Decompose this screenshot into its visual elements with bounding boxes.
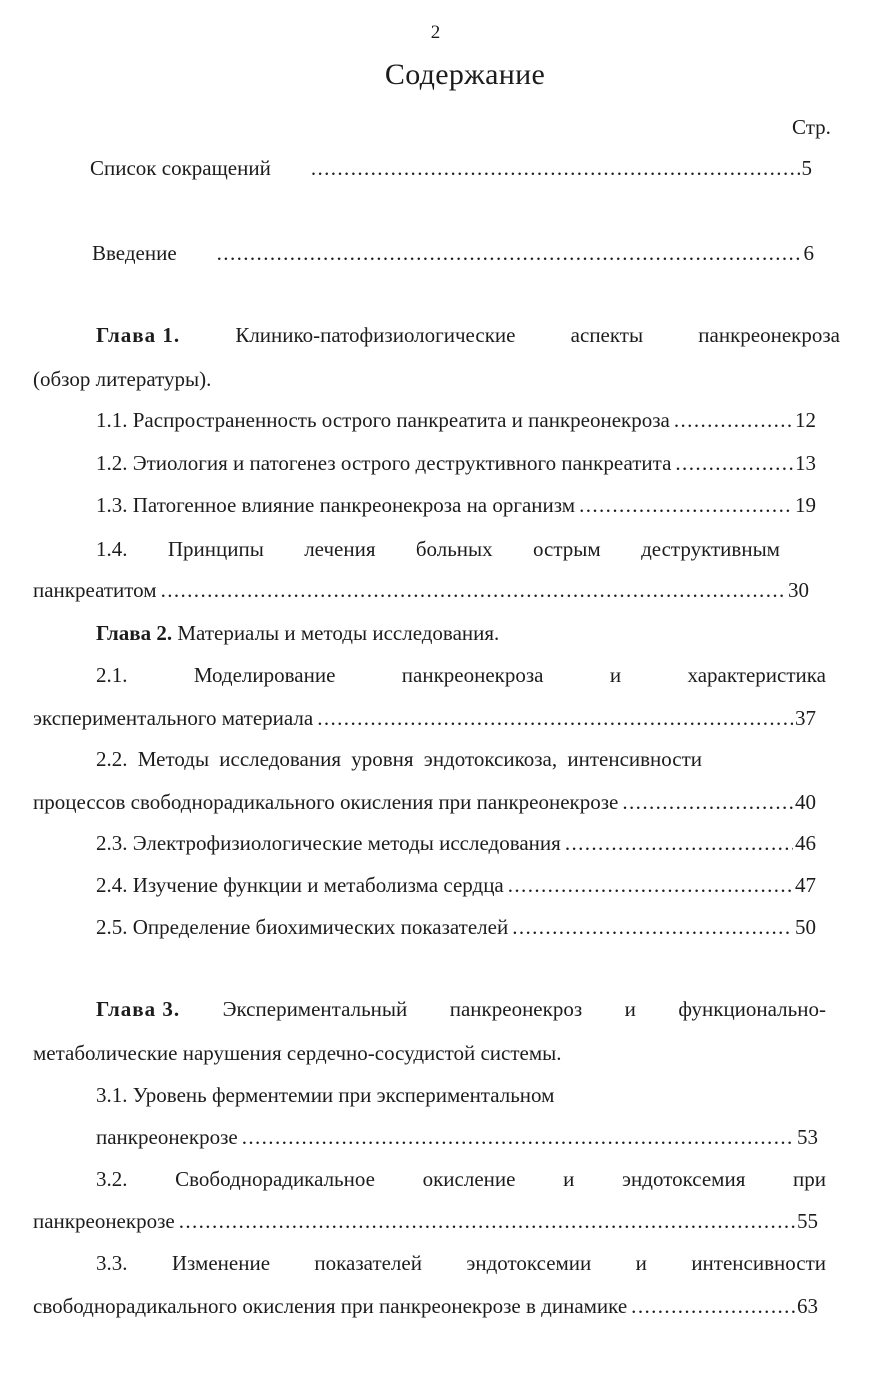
toc-entry-label: панкреонекрозе: [33, 1209, 175, 1233]
entry-word: больных: [415, 537, 493, 561]
chapter-1-heading[interactable]: [96, 322, 840, 348]
heading-word: Экспериментальный: [222, 997, 408, 1021]
toc-entry-label: экспериментального материала: [33, 706, 314, 730]
dot-leader: [565, 830, 793, 856]
toc-entry-label: панкреонекрозе: [96, 1125, 238, 1149]
toc-entry-2-4[interactable]: [96, 872, 816, 898]
entry-word: интенсивности: [691, 1251, 826, 1275]
toc-entry-label: свободнорадикального окисления при панкреонекрозе в динамике: [33, 1294, 628, 1318]
dot-leader: [161, 577, 786, 603]
entry-word: Свободнорадикальное: [175, 1167, 375, 1191]
toc-entry-page: 37: [795, 706, 816, 730]
dot-leader: [311, 155, 800, 181]
toc-entry-label: 2.3. Электрофизиологические методы исследования: [96, 831, 561, 855]
toc-entry-1-1[interactable]: [96, 407, 816, 433]
toc-entry-label: панкреатитом: [33, 578, 157, 602]
toc-entry-1-2[interactable]: [96, 450, 816, 476]
toc-entry-page: 5: [801, 156, 812, 180]
chapter-3-label: Глава 3.: [96, 997, 181, 1021]
toc-entry-3-2-continued[interactable]: [33, 1208, 818, 1234]
entry-word: острым: [533, 537, 601, 561]
entry-word: Моделирование: [193, 663, 336, 687]
toc-entry-page: 55: [797, 1209, 818, 1233]
chapter-3-heading[interactable]: [96, 996, 826, 1022]
toc-entry-label: 1.1. Распространенность острого панкреатита и панкреонекроза: [96, 408, 670, 432]
chapter-2-title: Материалы и методы исследования.: [172, 621, 500, 645]
entry-word: и: [609, 663, 622, 687]
entry-word: характеристика: [687, 663, 826, 687]
heading-word: функционально-: [678, 997, 826, 1021]
entry-word: Принципы: [167, 537, 264, 561]
toc-entry-2-1-continued[interactable]: [33, 705, 816, 731]
toc-entry-label: процессов свободнорадикального окисления при панкреонекрозе: [33, 790, 619, 814]
entry-word: показателей: [314, 1251, 422, 1275]
chapter-3-heading-lead: [96, 996, 180, 1022]
toc-entry-label: 2.4. Изучение функции и метаболизма сердца: [96, 873, 504, 897]
toc-entry-2-2-continued[interactable]: [33, 789, 816, 815]
entry-word: эндотоксемия: [622, 1167, 746, 1191]
heading-word: панкреонекроза: [698, 323, 840, 347]
page-number: 2: [430, 22, 441, 43]
entry-word: и: [635, 1251, 647, 1275]
toc-entry-page: 19: [795, 493, 816, 517]
entry-word: и: [563, 1167, 575, 1191]
toc-entry-page: 6: [803, 241, 814, 265]
page-column-label: Стр.: [792, 115, 831, 139]
dot-leader: [512, 914, 793, 940]
chapter-2-label: Глава 2.: [96, 621, 173, 645]
dot-leader: [242, 1124, 795, 1150]
entry-word: 3.2.: [96, 1167, 128, 1191]
toc-entry-1-3[interactable]: [96, 492, 816, 518]
page-title: Содержание: [384, 58, 546, 91]
toc-entry-page: 63: [797, 1294, 818, 1318]
heading-word: аспекты: [570, 323, 644, 347]
entry-word: лечения: [304, 537, 376, 561]
toc-entry-label: 1.2. Этиология и патогенез острого деструктивного панкреатита: [96, 451, 672, 475]
toc-entry-page: 40: [795, 790, 816, 814]
toc-entry-label: 1.3. Патогенное влияние панкреонекроза на организм: [96, 493, 576, 517]
entry-word: деструктивным: [641, 537, 780, 561]
toc-entry-page: 50: [795, 915, 816, 939]
heading-word: Клинико-патофизиологические: [235, 323, 516, 347]
toc-entry-2-2[interactable]: 2.2. Методы исследования уровня эндотоксикоза, интенсивности: [96, 747, 703, 771]
toc-entry-label: Список сокращений: [90, 156, 271, 180]
dot-leader: [508, 872, 793, 898]
toc-entry-2-1[interactable]: [96, 662, 826, 688]
dot-leader: [631, 1293, 795, 1319]
toc-entry-label: 2.5. Определение биохимических показателей: [96, 915, 509, 939]
toc-entry-3-3[interactable]: [96, 1250, 826, 1276]
dot-leader: [217, 240, 802, 266]
chapter-1-heading-continued: (обзор литературы).: [33, 367, 212, 391]
toc-entry-2-3[interactable]: [96, 830, 816, 856]
heading-word: панкреонекроз: [449, 997, 583, 1021]
chapter-1-label: Глава 1.: [96, 323, 181, 347]
chapter-1-heading-lead: [96, 322, 180, 348]
toc-entry-page: 53: [797, 1125, 818, 1149]
dot-leader: [675, 450, 793, 476]
entry-word: эндотоксемии: [466, 1251, 592, 1275]
toc-entry-1-4-continued[interactable]: [33, 577, 809, 603]
entry-word: 3.3.: [96, 1251, 128, 1275]
toc-entry-page: 13: [795, 451, 816, 475]
entry-word: 2.1.: [96, 663, 128, 687]
toc-entry-page: 12: [795, 408, 816, 432]
toc-entry-page: 47: [795, 873, 816, 897]
toc-entry-3-1[interactable]: 3.1. Уровень ферментемии при экспериментальном: [96, 1083, 555, 1107]
heading-word: и: [624, 997, 636, 1021]
dot-leader: [622, 789, 793, 815]
dot-leader: [179, 1208, 795, 1234]
chapter-2-heading[interactable]: [96, 620, 499, 646]
toc-entry-3-3-continued[interactable]: [33, 1293, 818, 1319]
toc-entry-abbreviations[interactable]: [90, 155, 812, 181]
toc-entry-1-4[interactable]: [96, 536, 780, 562]
entry-word: окисление: [422, 1167, 516, 1191]
toc-entry-3-2[interactable]: [96, 1166, 826, 1192]
toc-entry-3-1-continued[interactable]: [96, 1124, 818, 1150]
entry-word: 1.4.: [96, 537, 128, 561]
toc-entry-page: 46: [795, 831, 816, 855]
entry-word: панкреонекроза: [401, 663, 544, 687]
toc-entry-introduction[interactable]: [92, 240, 814, 266]
toc-entry-page: 30: [788, 578, 809, 602]
toc-entry-label: Введение: [92, 241, 177, 265]
dot-leader: [317, 705, 793, 731]
entry-word: при: [793, 1167, 826, 1191]
dot-leader: [674, 407, 793, 433]
chapter-3-heading-continued: метаболические нарушения сердечно-сосудистой системы.: [33, 1041, 562, 1065]
toc-entry-2-5[interactable]: [96, 914, 816, 940]
dot-leader: [579, 492, 793, 518]
entry-word: Изменение: [171, 1251, 271, 1275]
